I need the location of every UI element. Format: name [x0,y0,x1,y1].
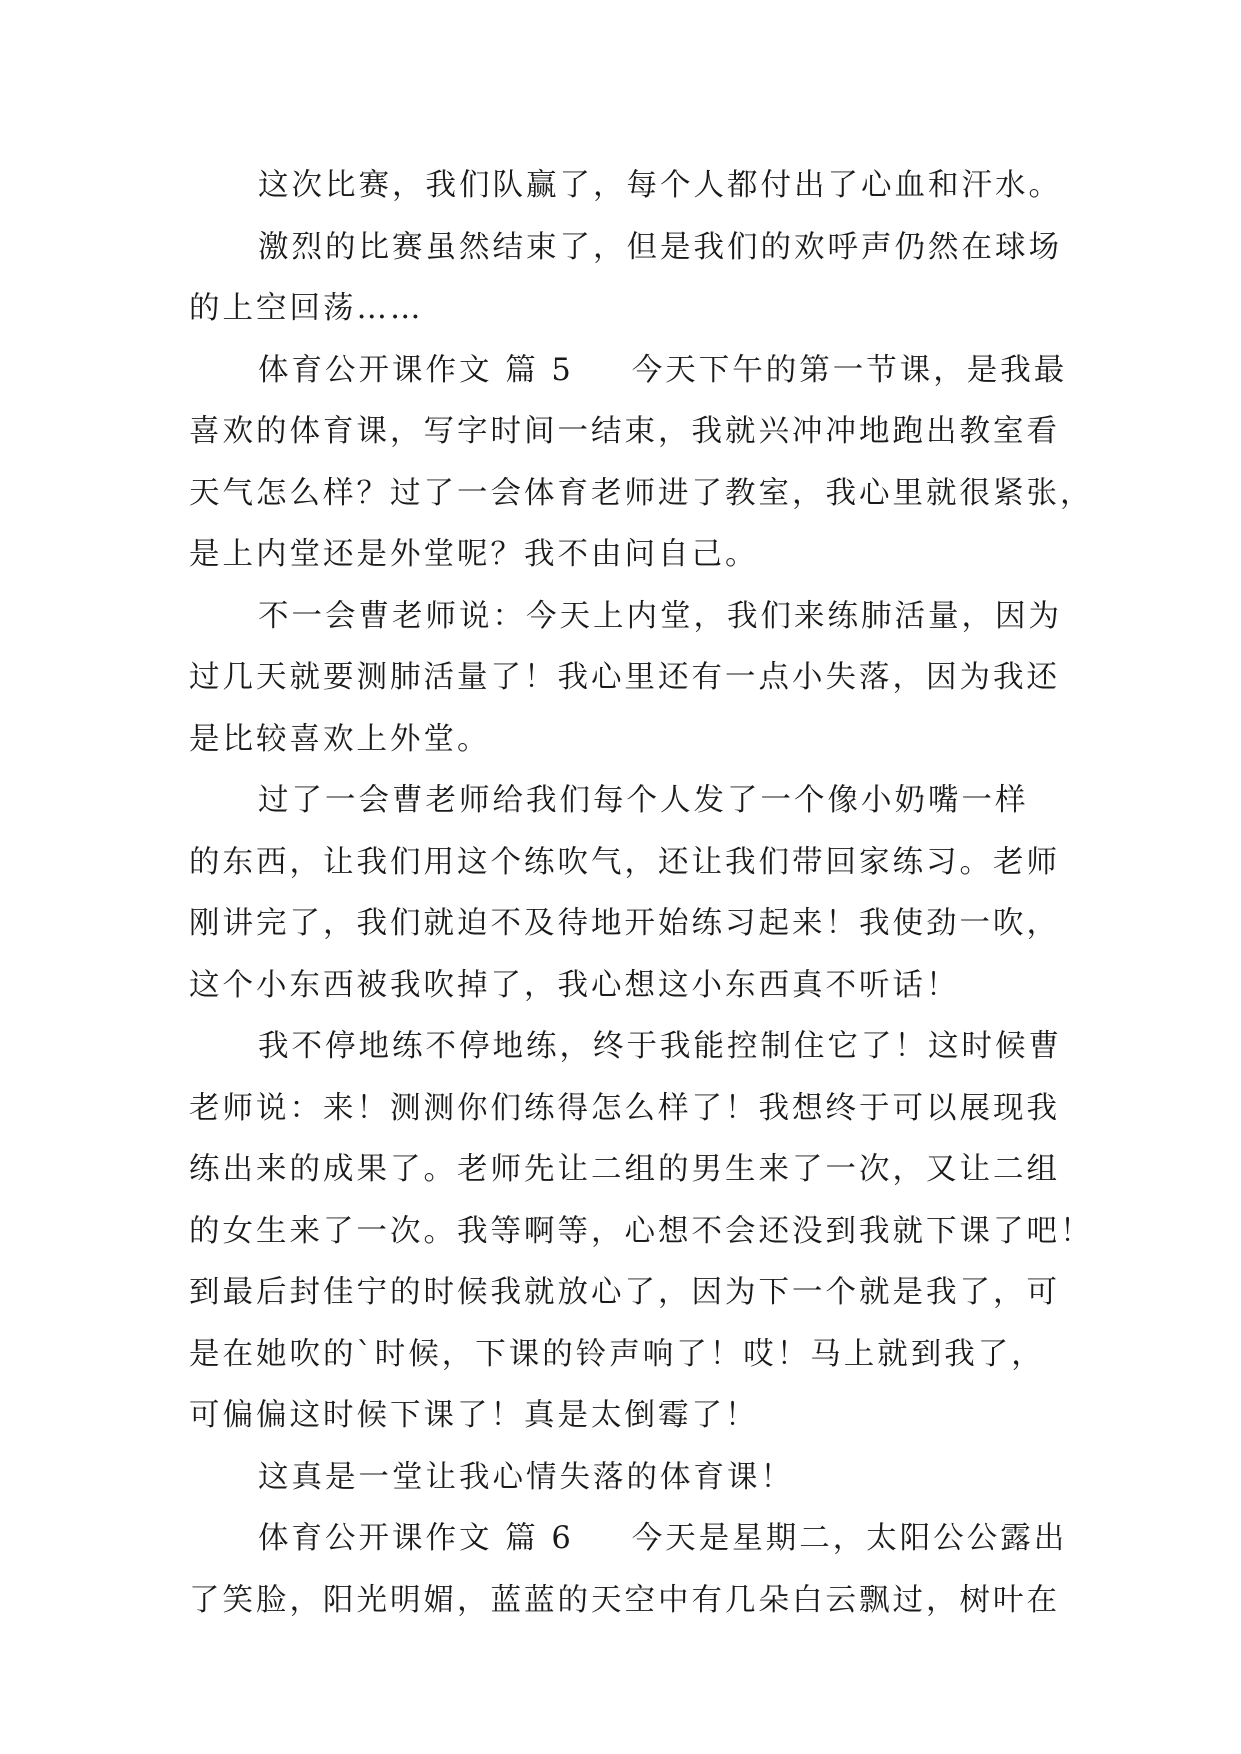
text-line: 的女生来了一次。我等啊等，心想不会还没到我就下课了吧！ [189,1213,1094,1249]
text-line: 激烈的比赛虽然结束了，但是我们的欢呼声仍然在球场 [258,229,1062,265]
text-line: 这个小东西被我吹掉了，我心想这小东西真不听话！ [189,967,960,1003]
text-line: 喜欢的体育课，写字时间一结束，我就兴冲冲地跑出教室看 [189,414,1060,449]
text-line: 练出来的成果了。老师先让二组的男生来了一次，又让二组 [189,1152,1060,1187]
text-line: 的上空回荡…… [189,291,424,326]
text-line: 了笑脸，阳光明媚，蓝蓝的天空中有几朵白云飘过，树叶在 [189,1582,1060,1618]
text-line: 天气怎么样？过了一会体育老师进了教室，我心里就很紧张， [189,475,1094,511]
text-line: 是上内堂还是外堂呢？我不由问自己。 [189,537,759,572]
text-line: 这真是一堂让我心情失落的体育课！ [258,1459,794,1495]
text-line: 的东西，让我们用这个练吹气，还让我们带回家练习。老师 [189,844,1060,880]
text-line: 是比较喜欢上外堂。 [189,721,491,757]
text-line: 不一会曹老师说：今天上内堂，我们来练肺活量，因为 [258,598,1062,634]
text-line: 我不停地练不停地练，终于我能控制住它了！这时候曹 [258,1029,1062,1064]
essay-body [189,155,1094,1631]
text-line: 这次比赛，我们队赢了，每个人都付出了心血和汗水。 [258,168,1062,203]
text-fragment: 今天下午的第一节课，是我最 [631,352,1068,388]
section-heading: 体育公开课作文 篇 6 [258,1521,574,1556]
text-line: 可偏偏这时候下课了！真是太倒霉了！ [189,1398,759,1433]
text-line: 是在她吹的`时候，下课的铃声响了！哎！马上就到我了， [189,1336,1045,1372]
text-fragment: 今天是星期二，太阳公公露出 [631,1521,1068,1556]
text-line: 刚讲完了，我们就迫不及待地开始练习起来！我使劲一吹， [189,906,1060,941]
section-heading: 体育公开课作文 篇 5 [258,352,574,388]
section-heading-line [189,1508,1069,1570]
text-line: 老师说：来！测测你们练得怎么样了！我想终于可以展现我 [189,1090,1060,1126]
text-line: 到最后封佳宁的时候我就放心了，因为下一个就是我了，可 [189,1275,1060,1310]
section-heading-line [189,340,1069,402]
text-line: 过了一会曹老师给我们每个人发了一个像小奶嘴一样 [258,783,1029,818]
text-line: 过几天就要测肺活量了！我心里还有一点小失落，因为我还 [189,660,1060,695]
